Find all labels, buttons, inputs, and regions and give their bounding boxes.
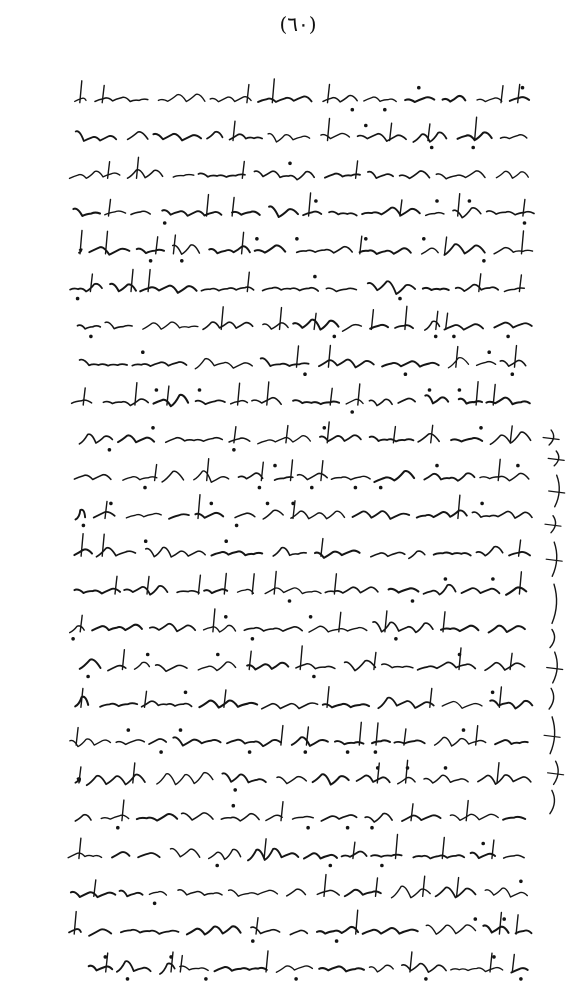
handwritten-line [68,835,524,867]
handwritten-line [75,800,525,829]
margin-note-stroke [552,542,557,576]
handwritten-line [75,760,530,791]
handwritten-line [74,459,528,489]
margin-note-stroke [551,516,556,533]
margin-note-stroke [550,790,555,813]
handwritten-line [70,722,528,753]
handwritten-line [75,687,532,709]
handwritten-line [89,951,528,980]
handwritten-line [79,230,533,262]
handwritten-line [69,910,532,942]
handwritten-line [70,609,525,640]
handwritten-line [78,306,532,337]
margin-note-stroke [552,584,557,623]
margin-note [534,420,574,820]
handwritten-line [73,193,534,224]
handwritten-line [70,270,524,300]
handwritten-line [76,495,533,527]
handwritten-line [70,157,529,179]
margin-note-stroke [550,717,555,754]
margin-note-stroke [549,430,554,445]
margin-note-stroke [555,475,560,507]
handwritten-line [76,117,527,149]
margin-note-stroke [554,451,559,466]
handwritten-line [72,382,530,414]
handwritten-line [79,422,530,451]
handwritten-line [74,534,530,559]
handwritten-line [80,646,525,678]
handwritten-line [80,346,526,376]
margin-note-stroke [549,688,554,709]
margin-note-stroke [554,761,559,784]
handwritten-line [75,79,529,111]
page-number: (٦٠) [279,12,317,36]
handwritten-line [71,875,527,905]
margin-note-stroke [553,652,558,683]
margin-note-stroke [550,630,555,648]
handwritten-line [74,571,526,602]
